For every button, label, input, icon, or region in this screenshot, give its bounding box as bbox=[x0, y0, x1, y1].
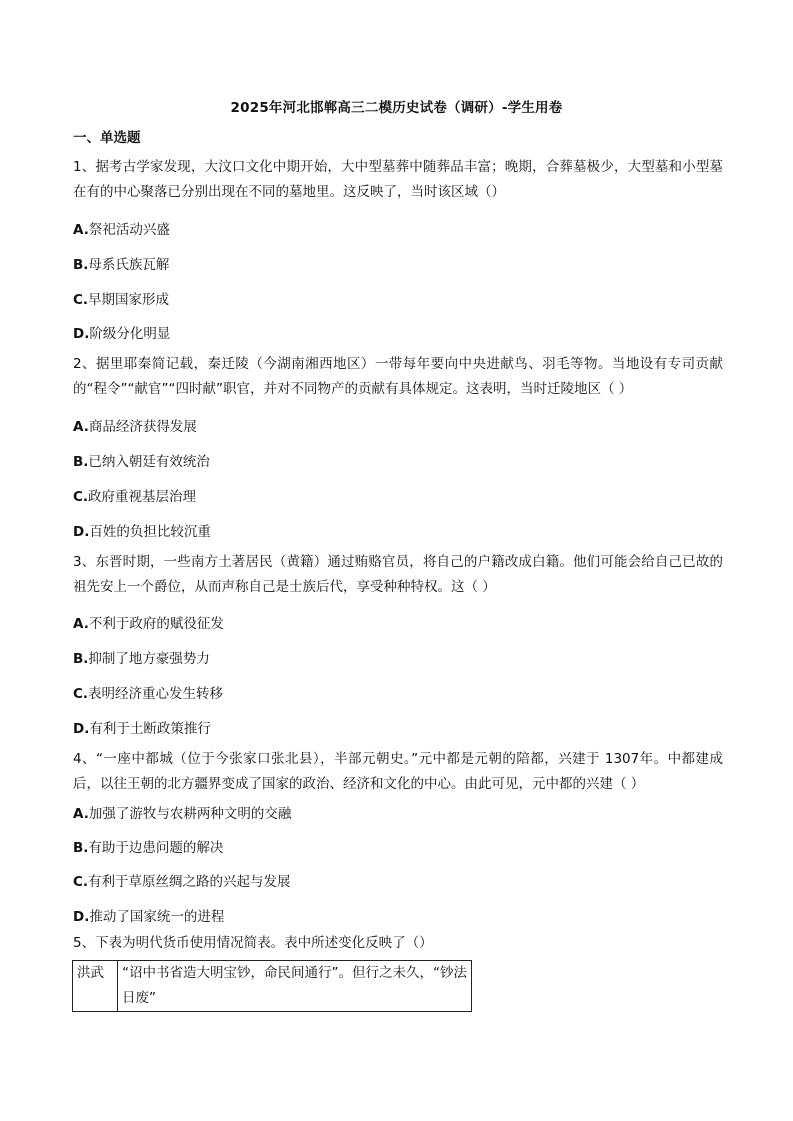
option-text: 推动了国家统一的进程 bbox=[89, 909, 225, 925]
option-text: 不利于政府的赋役征发 bbox=[88, 616, 224, 632]
table-cell-description: “诏中书省造大明宝钞，命民间通行”。但行之未久，“钞法日废” bbox=[118, 961, 472, 1012]
question-1-stem: 1、据考古学家发现，大汶口文化中期开始，大中型墓葬中随葬品丰富；晚期，合葬墓极少，大型墓和小型墓在有的中心聚落已分别出现在不同的墓地里。这反映了，当时该区域（） bbox=[73, 159, 723, 200]
option-letter: A. bbox=[73, 419, 89, 435]
option-text: 商品经济获得发展 bbox=[88, 419, 197, 435]
table-row bbox=[73, 961, 472, 1012]
option-letter: B. bbox=[73, 840, 89, 856]
option-text: 加强了游牧与农耕两种文明的交融 bbox=[88, 806, 292, 822]
option-text: 早期国家形成 bbox=[88, 292, 170, 308]
option-letter: C. bbox=[73, 489, 89, 505]
option-letter: D. bbox=[73, 909, 90, 925]
question-1-option-d[interactable] bbox=[73, 324, 170, 344]
question-2-option-a[interactable] bbox=[73, 417, 197, 437]
option-letter: B. bbox=[73, 651, 89, 667]
option-letter: B. bbox=[73, 454, 89, 470]
question-2-option-c[interactable] bbox=[73, 487, 196, 507]
question-1-option-b[interactable] bbox=[73, 255, 169, 275]
option-letter: D. bbox=[73, 524, 90, 540]
question-4-option-a[interactable] bbox=[73, 804, 291, 824]
question-1-option-c[interactable] bbox=[73, 290, 169, 310]
option-text: 有利于土断政策推行 bbox=[89, 721, 211, 737]
option-letter: B. bbox=[73, 257, 89, 273]
option-text: 有助于边患问题的解决 bbox=[88, 840, 224, 856]
option-text: 母系氏族瓦解 bbox=[88, 257, 170, 273]
option-letter: A. bbox=[73, 222, 89, 238]
option-text: 有利于草原丝绸之路的兴起与发展 bbox=[88, 874, 291, 890]
question-2-option-b[interactable] bbox=[73, 452, 210, 472]
option-text: 百姓的负担比较沉重 bbox=[89, 524, 211, 540]
question-3-option-a[interactable] bbox=[73, 614, 224, 634]
question-1-option-a[interactable] bbox=[73, 220, 170, 240]
option-letter: D. bbox=[73, 721, 90, 737]
option-letter: D. bbox=[73, 326, 90, 342]
option-letter: A. bbox=[73, 806, 89, 822]
question-2-option-d[interactable] bbox=[73, 522, 211, 542]
option-letter: C. bbox=[73, 874, 89, 890]
option-text: 祭祀活动兴盛 bbox=[88, 222, 170, 238]
question-3-option-d[interactable] bbox=[73, 719, 211, 739]
question-2-stem: 2、据里耶秦简记载，秦迁陵（今湖南湘西地区）一带每年要向中央进献鸟、羽毛等物。当地设有专司贡献的“程令”“献官”“四时献”职官，并对不同物产的贡献有具体规定。这表明，当时迁陵地区（ ） bbox=[73, 356, 723, 397]
question-3-option-c[interactable] bbox=[73, 684, 223, 704]
option-text: 已纳入朝廷有效统治 bbox=[88, 454, 210, 470]
question-3-option-b[interactable] bbox=[73, 649, 210, 669]
section-heading: 一、单选题 bbox=[73, 130, 141, 146]
option-text: 阶级分化明显 bbox=[89, 326, 171, 342]
option-text: 表明经济重心发生转移 bbox=[88, 686, 224, 702]
option-text: 抑制了地方豪强势力 bbox=[88, 651, 210, 667]
option-letter: A. bbox=[73, 616, 89, 632]
option-text: 政府重视基层治理 bbox=[88, 489, 197, 505]
question-4-option-d[interactable] bbox=[73, 907, 224, 927]
question-5-stem: 5、下表为明代货币使用情况简表。表中所述变化反映了（） bbox=[73, 935, 433, 951]
question-4-option-c[interactable] bbox=[73, 872, 291, 892]
question-4-option-b[interactable] bbox=[73, 838, 223, 858]
question-3-stem: 3、东晋时期，一些南方土著居民（黄籍）通过贿赂官员，将自己的户籍改成白籍。他们可能会给自己已故的祖先安上一个爵位，从而声称自己是士族后代，享受种种特权。这（ ） bbox=[73, 554, 723, 595]
option-letter: C. bbox=[73, 292, 89, 308]
question-4-stem: 4、“一座中都城（位于今张家口张北县），半部元朝史。”元中都是元朝的陪都，兴建于 1307年。中都建成后，以往王朝的北方疆界变成了国家的政治、经济和文化的中心。由此可见，元中都的兴建（ ） bbox=[73, 751, 723, 792]
exam-title: 2025年河北邯郸高三二模历史试卷（调研）-学生用卷 bbox=[230, 100, 563, 116]
currency-table bbox=[72, 960, 472, 1012]
option-letter: C. bbox=[73, 686, 89, 702]
table-cell-era: 洪武 bbox=[73, 961, 118, 1012]
